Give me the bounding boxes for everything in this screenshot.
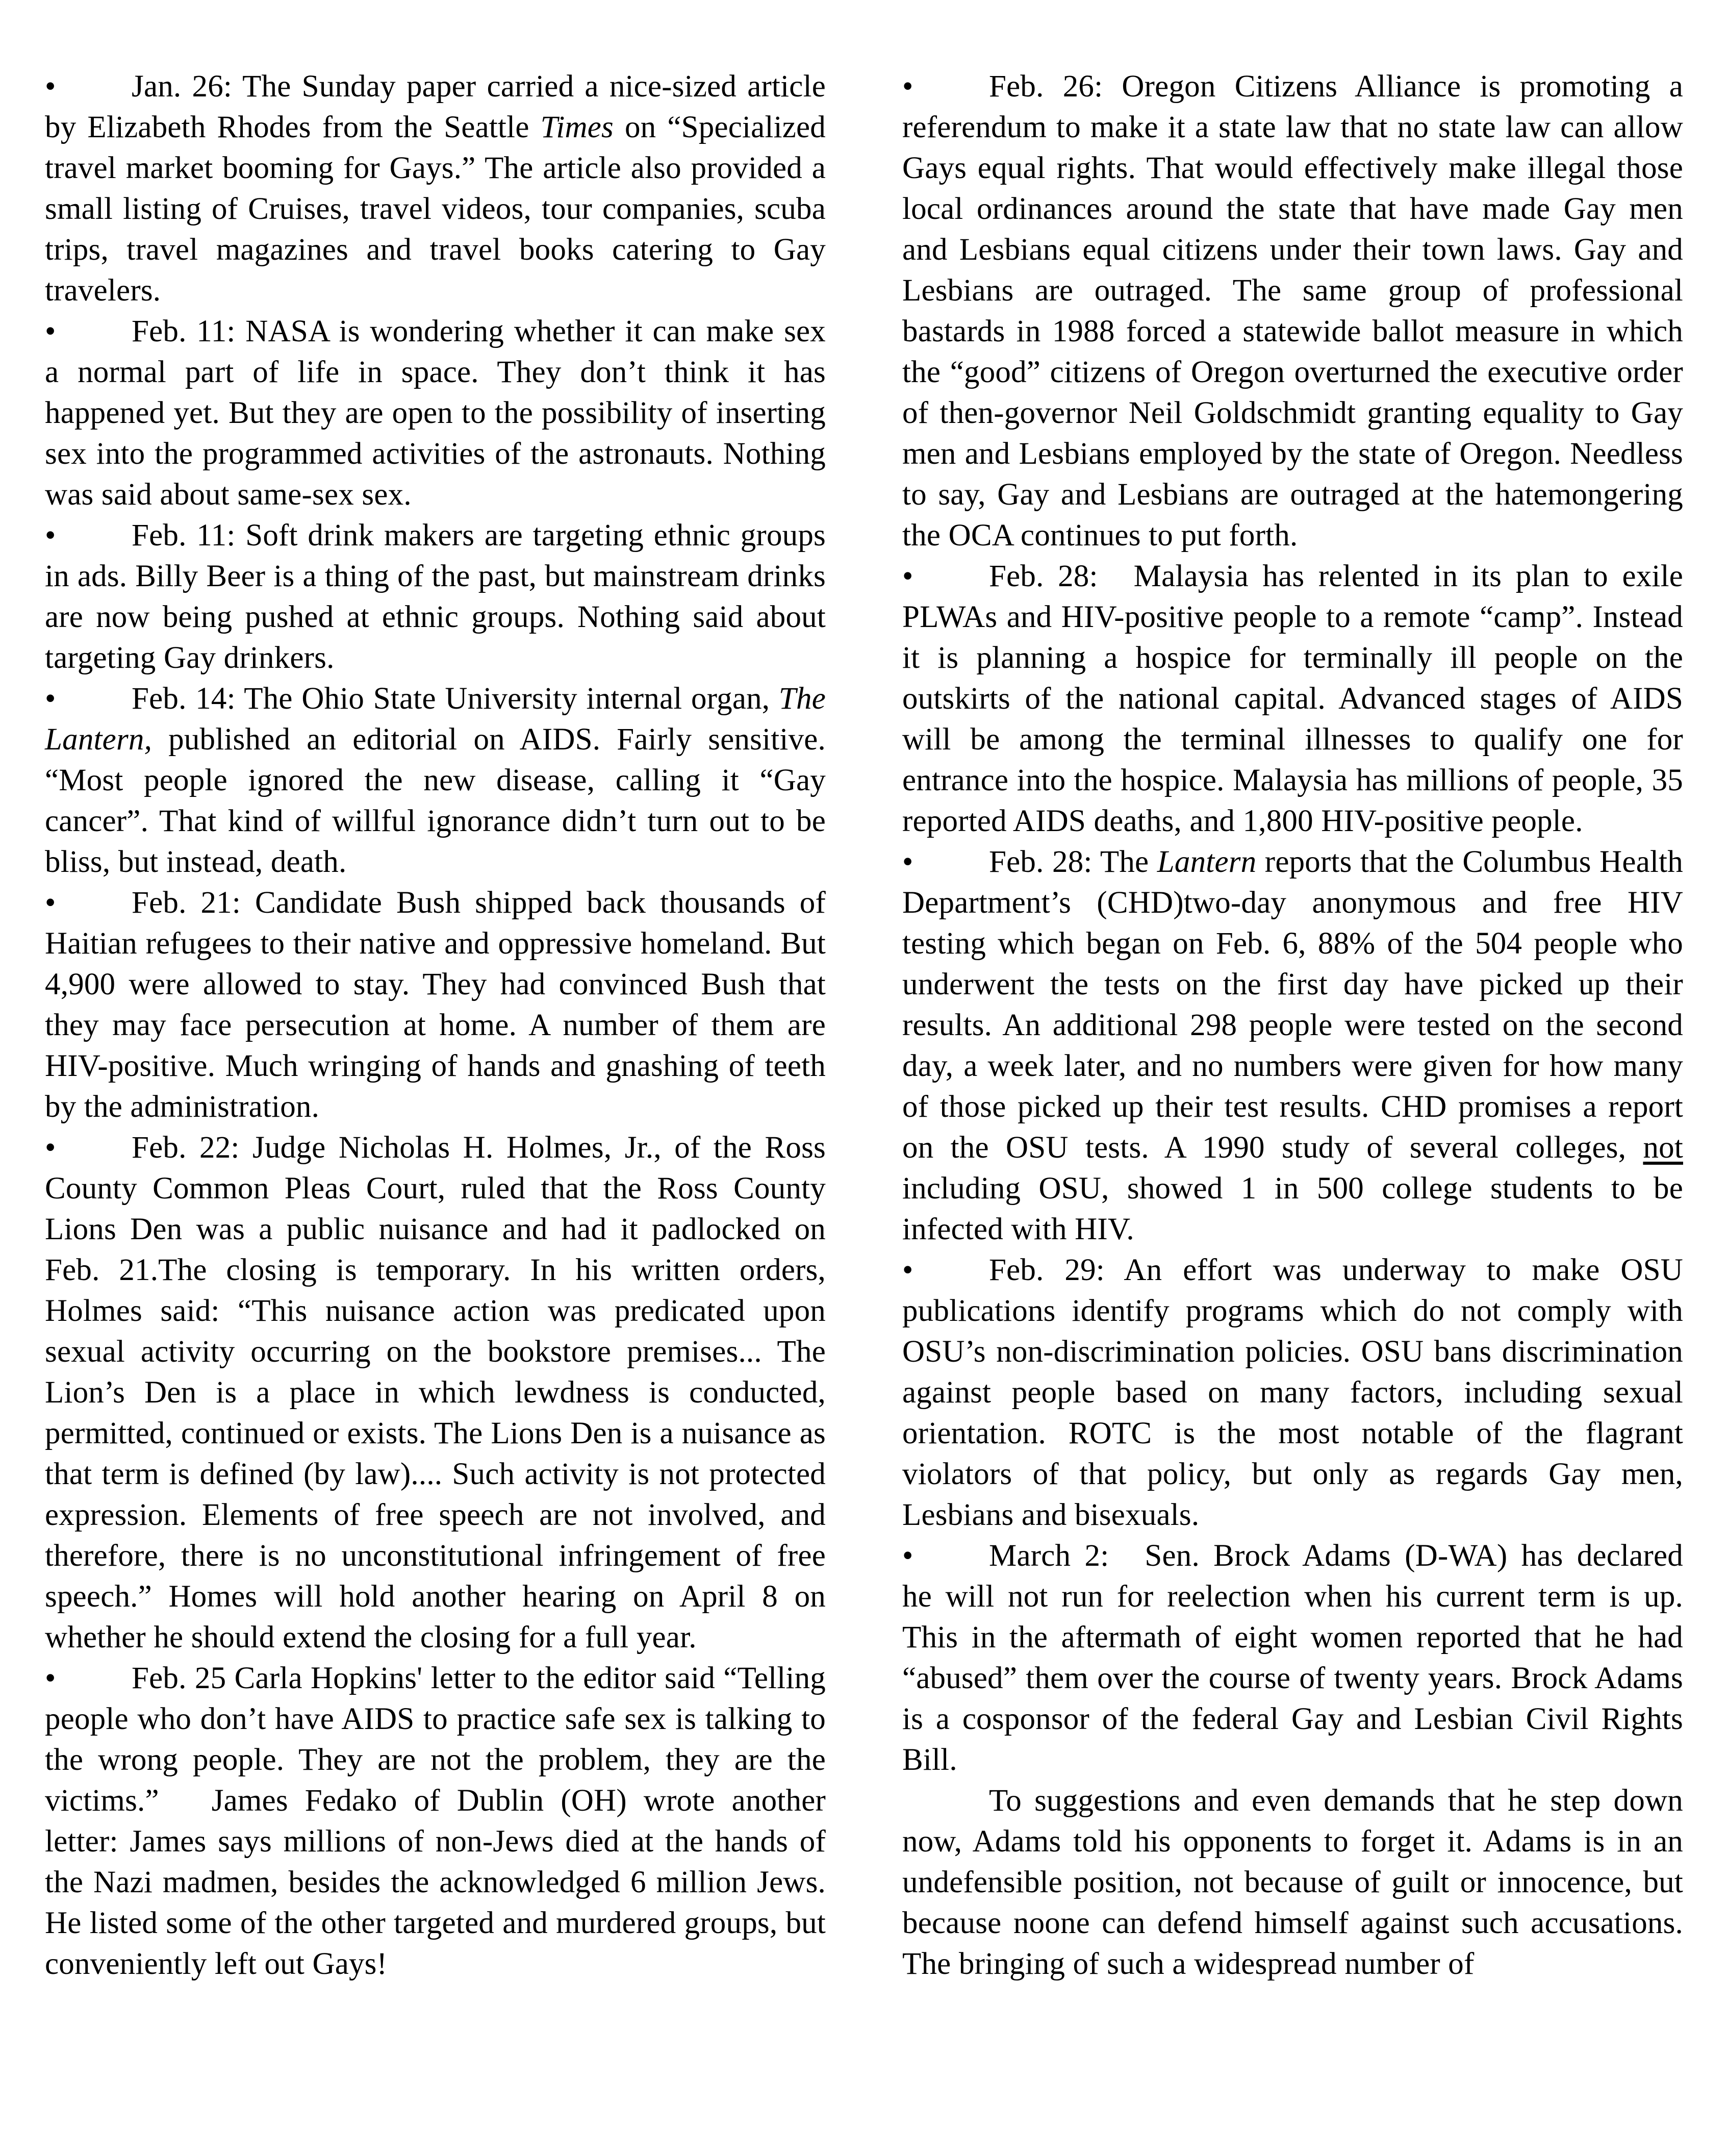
bullet-marker: • [902, 1539, 913, 1573]
bullet-marker: • [45, 518, 56, 553]
text-run: reports that the Columbus Health Department’s (CHD)two-day anonymous and free HIV testing which began on Feb. 6, 88% of the 504 people who underwent the tests on the first day have picked up their results. An additional 298 people were tested on the second day, a week later, and no numbers were given for how many of those picked up their test results. CHD promises a report on the OSU tests. A 1990 study of several colleges, [902, 845, 1683, 1165]
text-run: including OSU, showed 1 in 500 college students to be infected with HIV. [902, 1171, 1683, 1246]
text-run: Feb. 21: Candidate Bush shipped back thousands of Haitian refugees to their native and oppressive homeland. But 4,900 were allowed to stay. They had convinced Bush that they may face persecution at home. A number of them are HIV-positive. Much wringing of hands and gnashing of teeth by the administration. [45, 886, 826, 1124]
text-run: James Fedako of Dublin (OH) wrote another letter: James says millions of non-Jews died at the hands of the Nazi madmen, besides the acknowledged 6 million Jews. He listed some of the other targeted and murdered groups, but conveniently left out Gays! [45, 1784, 826, 1981]
bullet-marker: • [45, 1661, 56, 1695]
bullet-marker: • [902, 559, 913, 593]
text-run: Times [540, 110, 614, 144]
bullet-marker: • [45, 886, 56, 920]
news-item [45, 66, 826, 311]
text-run: Malaysia has relented in its plan to exile PLWAs and HIV-positive people to a remote “camp”. Instead it is planning a hospice for terminally ill people on the outskirts of the national capital. Advanced stages of AIDS will be among the terminal illnesses to qualify one for entrance into the hospice. Malaysia has millions of people, 35 reported AIDS deaths, and 1,800 HIV-positive people. [902, 559, 1683, 838]
text-run: Jan. 26: The Sunday paper carried a nice-sized article by Elizabeth Rhodes from the Seattle [45, 69, 826, 144]
news-item [902, 66, 1683, 556]
right-column [902, 66, 1683, 1985]
text-run: published an editorial on AIDS. Fairly sensitive. “Most people ignored the new disease, calling it “Gay cancer”. That kind of willful ignorance didn’t turn out to be bliss, but instead, death. [45, 722, 826, 879]
bullet-marker: • [45, 682, 56, 716]
news-item [45, 679, 826, 883]
news-item [902, 556, 1683, 842]
news-item [45, 311, 826, 515]
text-run: Feb. 29: An effort was underway to make OSU publications identify programs which do not comply with OSU’s non-discrimination policies. OSU bans discrimination against people based on many factors, including sexual orientation. ROTC is the most notable of the flagrant violators of that policy, but only as regards Gay men, Lesbians and bisexuals. [902, 1253, 1683, 1532]
text-run: Feb. 22: Judge Nicholas H. Holmes, Jr., of the Ross County Common Pleas Court, ruled that the Ross County Lions Den was a public nuisance and had it padlocked on Feb. 21.The closing is temporary. In his written orders, Holmes said: “This nuisance action was predicated upon sexual activity occurring on the bookstore premises... The Lion’s Den is a place in which lewdness is conducted, permitted, continued or exists. The Lions Den is a nuisance as that term is defined (by law).... Such activity is not protected expression. Elements of free speech are not involved, and therefore, there is no unconstitutional infringement of free speech.” Homes will hold another hearing on April 8 on whether he should extend the closing for a full year. [45, 1131, 826, 1654]
text-run: Feb. 11: Soft drink makers are targeting ethnic groups in ads. Billy Beer is a thing of the past, but mainstream drinks are now being pushed at ethnic groups. Nothing said about targeting Gay drinkers. [45, 518, 826, 675]
text-run: To suggestions and even demands that he step down now, Adams told his opponents to forget it. Adams is in an undefensible position, not because of guilt or innocence, but because noone can defend himself against such accusations. The bringing of such a widespread number of [902, 1784, 1683, 1981]
news-item [45, 883, 826, 1127]
text-run: Sen. Brock Adams (D-WA) has declared he will not run for reelection when his current term is up. This in the aftermath of eight women reported that he had “abused” them over the course of twenty years. Brock Adams is a cosponsor of the federal Gay and Lesbian Civil Rights Bill. [902, 1539, 1683, 1777]
bullet-marker: • [45, 314, 56, 348]
news-item [902, 1536, 1683, 1781]
news-item [45, 1658, 826, 1985]
news-item [45, 1127, 826, 1658]
news-item [902, 842, 1683, 1250]
bullet-marker: • [45, 69, 56, 104]
bullet-marker: • [902, 1253, 913, 1287]
bullet-marker: • [45, 1131, 56, 1165]
left-column [45, 66, 826, 1985]
text-run: Feb. 26: Oregon Citizens Alliance is promoting a referendum to make it a state law that no state law can allow Gays equal rights. That would effectively make illegal those local ordinances around the state that have made Gay men and Lesbians equal citizens under their town laws. Gay and Lesbians are outraged. The same group of professional bastards in 1988 forced a statewide ballot measure in which the “good” citizens of Oregon overturned the executive order of then-governor Neil Goldschmidt granting equality to Gay men and Lesbians employed by the state of Oregon. Needless to say, Gay and Lesbians are outraged at the hatemongering the OCA continues to put forth. [902, 69, 1683, 553]
text-run: The Lantern, [45, 682, 826, 757]
text-run: Feb. 14: The Ohio State University internal organ, [132, 682, 779, 716]
text-run: not [1643, 1131, 1683, 1165]
text-run: March 2: [989, 1539, 1109, 1573]
bullet-marker: • [902, 69, 913, 104]
news-item [902, 1781, 1683, 1985]
news-item [902, 1250, 1683, 1536]
two-column-layout [45, 66, 1683, 1985]
text-run: Feb. 28: The [989, 845, 1157, 879]
text-run: Lantern [1157, 845, 1257, 879]
text-run: Feb. 28: [989, 559, 1098, 593]
news-item [45, 515, 826, 679]
bullet-marker: • [902, 845, 913, 879]
text-run: Feb. 11: NASA is wondering whether it can make sex a normal part of life in space. They don’t think it has happened yet. But they are open to the possibility of inserting sex into the programmed activities of the astronauts. Nothing was said about same-sex sex. [45, 314, 826, 512]
text-run: on “Specialized travel market booming for Gays.” The article also provided a small listing of Cruises, travel videos, tour companies, scuba trips, travel magazines and travel books catering to Gay travelers. [45, 110, 826, 308]
text-run: Feb. 25 Carla Hopkins' letter to the editor said “Telling people who don’t have AIDS to practice safe sex is talking to the wrong people. They are not the problem, they are the victims.” [45, 1661, 826, 1818]
